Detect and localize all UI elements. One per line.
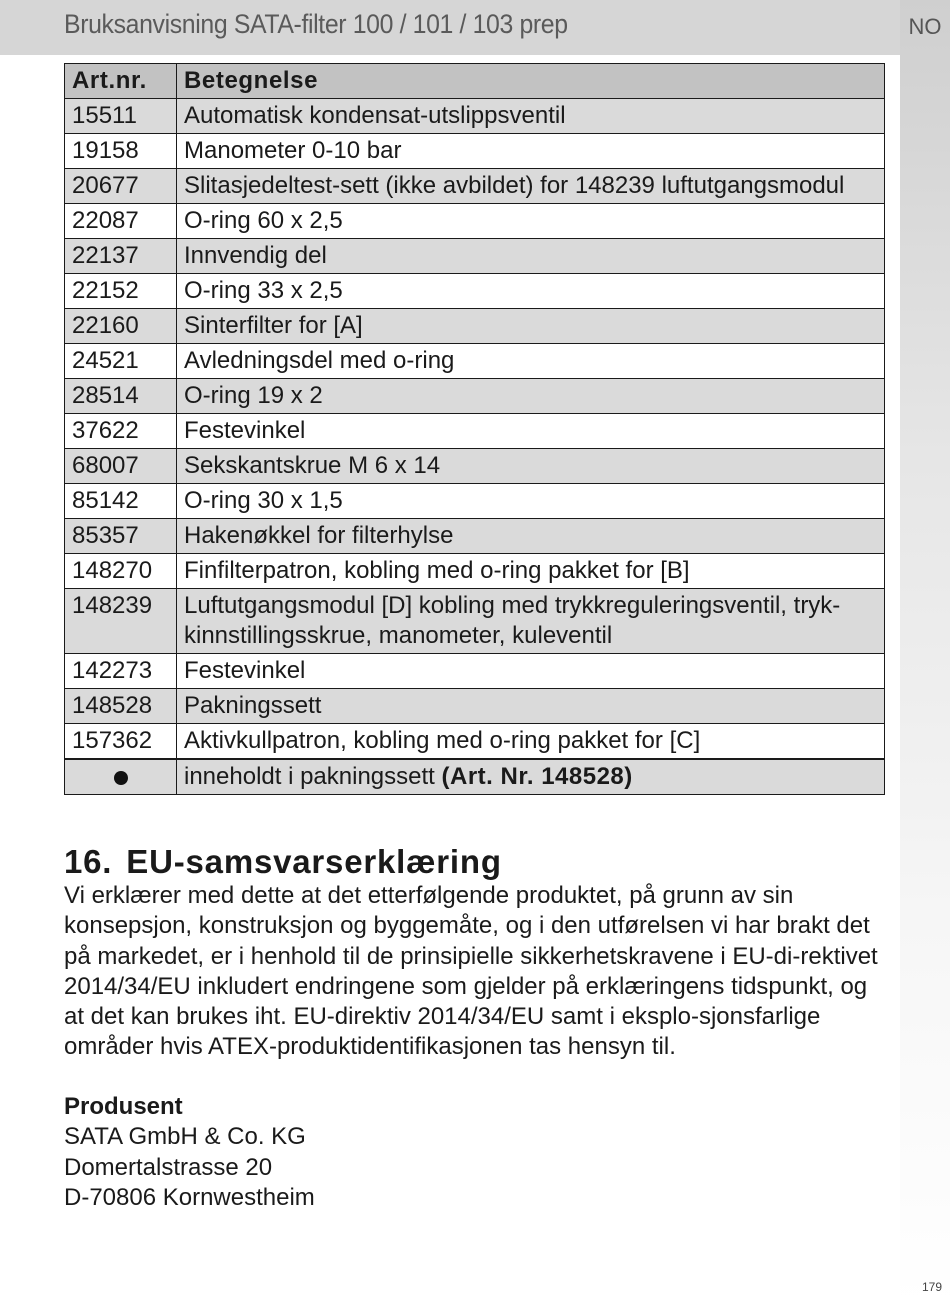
table-row [65, 344, 885, 379]
cell-betegnelse: Sinterfilter for [A] [177, 309, 885, 344]
manufacturer-block [64, 1092, 315, 1213]
legend-table [64, 759, 885, 795]
cell-betegnelse: Luftutgangsmodul [D] kobling med trykkreguleringsventil, tryk-kinnstillingsskrue, manometer, kuleventil [177, 589, 885, 654]
table-row [65, 239, 885, 274]
cell-betegnelse: Automatisk kondensat-utslippsventil [177, 99, 885, 134]
legend-text-cell [177, 760, 885, 795]
cell-betegnelse: Festevinkel [177, 414, 885, 449]
cell-art-nr: 15511 [65, 99, 177, 134]
column-header-betegnelse: Betegnelse [177, 64, 885, 99]
section-heading [64, 843, 502, 881]
document-title: Bruksanvisning SATA-filter 100 / 101 / 103 prep [64, 9, 568, 39]
cell-art-nr: 28514 [65, 379, 177, 414]
table-row [65, 449, 885, 484]
table-row [65, 554, 885, 589]
parts-table [64, 63, 885, 759]
cell-art-nr: 157362 [65, 724, 177, 759]
cell-betegnelse: Slitasjedeltest-sett (ikke avbildet) for 148239 luftutgangsmodul [177, 169, 885, 204]
column-header-art-nr: Art.nr. [65, 64, 177, 99]
cell-art-nr: 148270 [65, 554, 177, 589]
cell-betegnelse: Festevinkel [177, 654, 885, 689]
language-tab [900, 0, 950, 1306]
manufacturer-label: Produsent [64, 1093, 183, 1120]
table-row [65, 309, 885, 344]
table-row [65, 724, 885, 759]
cell-betegnelse: Avledningsdel med o-ring [177, 344, 885, 379]
cell-art-nr: 19158 [65, 134, 177, 169]
cell-art-nr: 24521 [65, 344, 177, 379]
cell-betegnelse: Sekskantskrue M 6 x 14 [177, 449, 885, 484]
manufacturer-street: Domertalstrasse 20 [64, 1153, 273, 1181]
cell-betegnelse: O-ring 60 x 2,5 [177, 204, 885, 239]
legend-text: inneholdt i pakningssett [184, 763, 435, 790]
cell-betegnelse: Innvendig del [177, 239, 885, 274]
cell-betegnelse: O-ring 33 x 2,5 [177, 274, 885, 309]
table-row [65, 169, 885, 204]
cell-art-nr: 22087 [65, 204, 177, 239]
table-row [65, 99, 885, 134]
cell-art-nr: 68007 [65, 449, 177, 484]
table-row [65, 134, 885, 169]
legend-art-nr: (Art. Nr. 148528) [441, 763, 633, 790]
manufacturer-city: D-70806 Kornwestheim [64, 1183, 315, 1211]
cell-betegnelse: Hakenøkkel for filterhylse [177, 519, 885, 554]
cell-betegnelse: O-ring 19 x 2 [177, 379, 885, 414]
declaration-paragraph: Vi erklærer med dette at det etterfølgende produktet, på grunn av sin konsepsjon, konstruksjon og byggemåte, og i den utførelsen vi har brakt det på markedet, er i henhold til de prinsipielle sikkerhetskravene i EU-di-rektivet 2014/34/EU inkludert endringene som gjelder på erklæringens tidspunkt, og at det kan brukes iht. EU-direktiv 2014/34/EU samt i eksplo-sjonsfarlige områder hvis ATEX-produktidentifikasjonen tas hensyn til. [64, 882, 878, 1061]
table-row [65, 379, 885, 414]
cell-art-nr: 22137 [65, 239, 177, 274]
cell-art-nr: 22160 [65, 309, 177, 344]
cell-art-nr: 85142 [65, 484, 177, 519]
cell-betegnelse: Manometer 0-10 bar [177, 134, 885, 169]
table-row [65, 204, 885, 239]
table-row [65, 654, 885, 689]
section-number: 16. [64, 843, 113, 880]
page-header [0, 0, 900, 55]
cell-art-nr: 142273 [65, 654, 177, 689]
bullet-icon [114, 771, 128, 785]
language-code: NO [908, 14, 942, 39]
cell-art-nr: 37622 [65, 414, 177, 449]
table-header-row [65, 64, 885, 99]
table-row [65, 484, 885, 519]
table-row [65, 414, 885, 449]
cell-betegnelse: O-ring 30 x 1,5 [177, 484, 885, 519]
cell-betegnelse: Finfilterpatron, kobling med o-ring pakket for [B] [177, 554, 885, 589]
cell-art-nr: 22152 [65, 274, 177, 309]
table-row [65, 274, 885, 309]
cell-art-nr: 148239 [65, 589, 177, 654]
cell-betegnelse: Aktivkullpatron, kobling med o-ring pakket for [C] [177, 724, 885, 759]
table-row [65, 589, 885, 654]
legend-row [65, 760, 885, 795]
page-number: 179 [921, 1280, 942, 1294]
section-title: EU-samsvarserklæring [126, 843, 502, 880]
table-row [65, 519, 885, 554]
manufacturer-name: SATA GmbH & Co. KG [64, 1123, 306, 1151]
cell-betegnelse: Pakningssett [177, 689, 885, 724]
cell-art-nr: 85357 [65, 519, 177, 554]
legend-bullet-cell [65, 760, 177, 795]
cell-art-nr: 148528 [65, 689, 177, 724]
table-row [65, 689, 885, 724]
cell-art-nr: 20677 [65, 169, 177, 204]
